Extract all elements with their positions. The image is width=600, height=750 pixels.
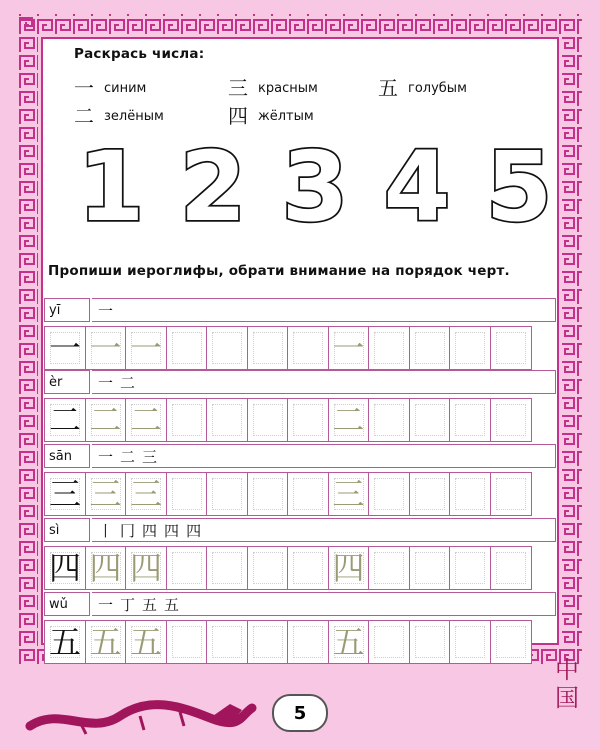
cell-guide <box>172 404 202 436</box>
legend-item-2 <box>74 106 164 126</box>
cell-guide <box>455 404 485 436</box>
writing-cell[interactable] <box>449 472 491 516</box>
cell-guide <box>172 478 202 510</box>
cell-guide <box>496 332 526 364</box>
legend-item-4 <box>228 106 314 126</box>
writing-cell[interactable] <box>166 620 208 664</box>
cell-guide <box>293 478 323 510</box>
write-task-title: Пропиши иероглифы, обрати внимание на порядок черт. <box>48 263 510 279</box>
writing-cell[interactable] <box>449 546 491 590</box>
writing-cell[interactable] <box>328 472 370 516</box>
color-label: жёлтым <box>258 108 314 124</box>
writing-cell[interactable] <box>125 398 167 442</box>
cell-guide <box>253 552 283 584</box>
corner-hieroglyphs <box>548 656 586 712</box>
model-hieroglyph: 五 <box>48 623 81 661</box>
writing-cell[interactable] <box>490 326 532 370</box>
writing-cell[interactable] <box>409 326 451 370</box>
writing-cell[interactable] <box>328 546 370 590</box>
cell-guide <box>172 332 202 364</box>
writing-cell[interactable] <box>409 546 451 590</box>
cell-guide <box>253 332 283 364</box>
writing-cell[interactable] <box>206 546 248 590</box>
writing-cell[interactable] <box>85 546 127 590</box>
svg-text:5: 5 <box>485 140 553 230</box>
stroke-step: 四 <box>164 521 180 540</box>
cell-guide <box>415 552 445 584</box>
writing-cell[interactable] <box>166 398 208 442</box>
model-hieroglyph: 二 <box>48 401 81 439</box>
writing-cell[interactable] <box>328 398 370 442</box>
colorable-number-1[interactable] <box>66 140 156 230</box>
dragon-illustration <box>20 686 260 742</box>
colorable-number-3[interactable] <box>270 140 360 230</box>
writing-cell[interactable] <box>85 472 127 516</box>
cell-guide <box>455 332 485 364</box>
cell-guide <box>455 478 485 510</box>
writing-cell[interactable] <box>247 546 289 590</box>
cell-guide <box>374 404 404 436</box>
trace-hieroglyph: 一 <box>89 329 122 367</box>
color-task-title: Раскрась числа: <box>74 46 205 62</box>
writing-cell[interactable] <box>125 326 167 370</box>
legend-item-1 <box>74 78 146 98</box>
writing-cell[interactable] <box>328 326 370 370</box>
writing-cell[interactable] <box>287 620 329 664</box>
trace-hieroglyph: 四 <box>89 549 122 587</box>
writing-cell[interactable] <box>44 398 86 442</box>
writing-cell[interactable] <box>368 398 410 442</box>
pinyin-label: sān <box>44 444 90 468</box>
svg-text:3: 3 <box>281 140 349 230</box>
writing-cell[interactable] <box>328 620 370 664</box>
writing-cell[interactable] <box>490 620 532 664</box>
writing-cell[interactable] <box>449 620 491 664</box>
cell-guide <box>415 332 445 364</box>
pinyin-label: sì <box>44 518 90 542</box>
cell-guide <box>374 552 404 584</box>
trace-hieroglyph: 二 <box>332 401 365 439</box>
writing-cell[interactable] <box>490 546 532 590</box>
writing-cell[interactable] <box>85 620 127 664</box>
cell-guide <box>496 552 526 584</box>
writing-cell[interactable] <box>44 546 86 590</box>
colorable-number-4[interactable] <box>372 140 462 230</box>
writing-cell[interactable] <box>409 472 451 516</box>
writing-cell[interactable] <box>166 326 208 370</box>
stroke-step: 一 <box>98 373 114 392</box>
stroke-step: 五 <box>142 595 158 614</box>
cell-guide <box>293 626 323 658</box>
svg-text:4: 4 <box>383 140 451 230</box>
stroke-step: 丨 <box>98 521 114 540</box>
stroke-order <box>92 444 556 468</box>
cell-guide <box>172 552 202 584</box>
writing-cell[interactable] <box>449 326 491 370</box>
writing-cell[interactable] <box>206 472 248 516</box>
cell-guide <box>212 404 242 436</box>
writing-cell[interactable] <box>44 472 86 516</box>
writing-cell[interactable] <box>287 398 329 442</box>
cell-guide <box>253 478 283 510</box>
stroke-step: 四 <box>142 521 158 540</box>
cell-guide <box>374 626 404 658</box>
writing-cell[interactable] <box>125 472 167 516</box>
writing-cell[interactable] <box>409 398 451 442</box>
pinyin-label: èr <box>44 370 90 394</box>
hieroglyph-five: 五 <box>378 76 398 100</box>
svg-text:1: 1 <box>77 140 145 230</box>
writing-cell[interactable] <box>409 620 451 664</box>
color-label: голубым <box>408 80 467 96</box>
writing-cell[interactable] <box>368 326 410 370</box>
cell-guide <box>253 404 283 436</box>
cell-guide <box>212 332 242 364</box>
writing-cell[interactable] <box>125 546 167 590</box>
trace-hieroglyph: 二 <box>129 401 162 439</box>
stroke-step: 丁 <box>120 595 136 614</box>
trace-hieroglyph: 四 <box>129 549 162 587</box>
writing-cell[interactable] <box>449 398 491 442</box>
cell-guide <box>415 626 445 658</box>
model-hieroglyph: 四 <box>48 549 81 587</box>
writing-cell[interactable] <box>44 620 86 664</box>
writing-cell[interactable] <box>287 546 329 590</box>
writing-cell[interactable] <box>247 326 289 370</box>
cell-guide <box>293 332 323 364</box>
svg-text:2: 2 <box>179 140 247 230</box>
writing-cell[interactable] <box>368 546 410 590</box>
writing-cell[interactable] <box>206 620 248 664</box>
stroke-order <box>92 518 556 542</box>
corner-char-2: 国 <box>555 684 579 712</box>
writing-cell[interactable] <box>287 326 329 370</box>
writing-cell[interactable] <box>490 472 532 516</box>
cell-guide <box>415 404 445 436</box>
writing-cell[interactable] <box>125 620 167 664</box>
cell-guide <box>455 552 485 584</box>
writing-cell[interactable] <box>166 546 208 590</box>
writing-cell[interactable] <box>166 472 208 516</box>
trace-hieroglyph: 四 <box>332 549 365 587</box>
writing-cell[interactable] <box>247 620 289 664</box>
writing-cells <box>44 546 556 590</box>
writing-cells <box>44 620 556 664</box>
stroke-order <box>92 592 556 616</box>
writing-cell[interactable] <box>44 326 86 370</box>
writing-cell[interactable] <box>206 326 248 370</box>
color-label: красным <box>258 80 318 96</box>
model-hieroglyph: 一 <box>48 329 81 367</box>
pinyin-label: wǔ <box>44 592 90 616</box>
writing-cell[interactable] <box>206 398 248 442</box>
stroke-step: 五 <box>164 595 180 614</box>
cell-guide <box>415 478 445 510</box>
stroke-step: 一 <box>98 447 114 466</box>
cell-guide <box>374 478 404 510</box>
trace-hieroglyph: 五 <box>89 623 122 661</box>
colorable-number-5[interactable] <box>474 140 564 230</box>
cell-guide <box>172 626 202 658</box>
colorable-number-2[interactable] <box>168 140 258 230</box>
hieroglyph-three: 三 <box>228 76 248 100</box>
stroke-step: 一 <box>98 301 114 320</box>
writing-cell[interactable] <box>85 398 127 442</box>
writing-cell[interactable] <box>490 398 532 442</box>
stroke-step: 四 <box>186 521 202 540</box>
corner-char-1: 中 <box>555 656 579 684</box>
writing-cells <box>44 326 556 370</box>
writing-cells <box>44 398 556 442</box>
cell-guide <box>293 552 323 584</box>
stroke-step: 三 <box>142 447 158 466</box>
trace-hieroglyph: 五 <box>332 623 365 661</box>
hieroglyph-two: 二 <box>74 104 94 128</box>
stroke-step: 二 <box>120 373 136 392</box>
cell-guide <box>374 332 404 364</box>
cell-guide <box>293 404 323 436</box>
writing-cells <box>44 472 556 516</box>
cell-guide <box>496 626 526 658</box>
trace-hieroglyph: 五 <box>129 623 162 661</box>
cell-guide <box>212 552 242 584</box>
cell-guide <box>496 404 526 436</box>
cell-guide <box>496 478 526 510</box>
stroke-step: 一 <box>98 595 114 614</box>
hieroglyph-one: 一 <box>74 76 94 100</box>
writing-cell[interactable] <box>368 620 410 664</box>
trace-hieroglyph: 一 <box>332 329 365 367</box>
trace-hieroglyph: 一 <box>129 329 162 367</box>
legend-item-3 <box>228 78 318 98</box>
writing-cell[interactable] <box>247 472 289 516</box>
color-label: синим <box>104 80 147 96</box>
cell-guide <box>253 626 283 658</box>
cell-guide <box>212 478 242 510</box>
trace-hieroglyph: 三 <box>89 475 122 513</box>
stroke-order <box>92 370 556 394</box>
pinyin-label: yī <box>44 298 90 322</box>
hieroglyph-four: 四 <box>228 104 248 128</box>
writing-cell[interactable] <box>368 472 410 516</box>
stroke-order <box>92 298 556 322</box>
stroke-step: 二 <box>120 447 136 466</box>
color-label: зелёным <box>104 108 164 124</box>
model-hieroglyph: 三 <box>48 475 81 513</box>
stroke-step: 冂 <box>120 521 136 540</box>
writing-cell[interactable] <box>287 472 329 516</box>
trace-hieroglyph: 三 <box>129 475 162 513</box>
cell-guide <box>212 626 242 658</box>
page-number: 5 <box>272 694 328 732</box>
trace-hieroglyph: 二 <box>89 401 122 439</box>
trace-hieroglyph: 三 <box>332 475 365 513</box>
cell-guide <box>455 626 485 658</box>
legend-item-5 <box>378 78 467 98</box>
writing-cell[interactable] <box>247 398 289 442</box>
writing-cell[interactable] <box>85 326 127 370</box>
